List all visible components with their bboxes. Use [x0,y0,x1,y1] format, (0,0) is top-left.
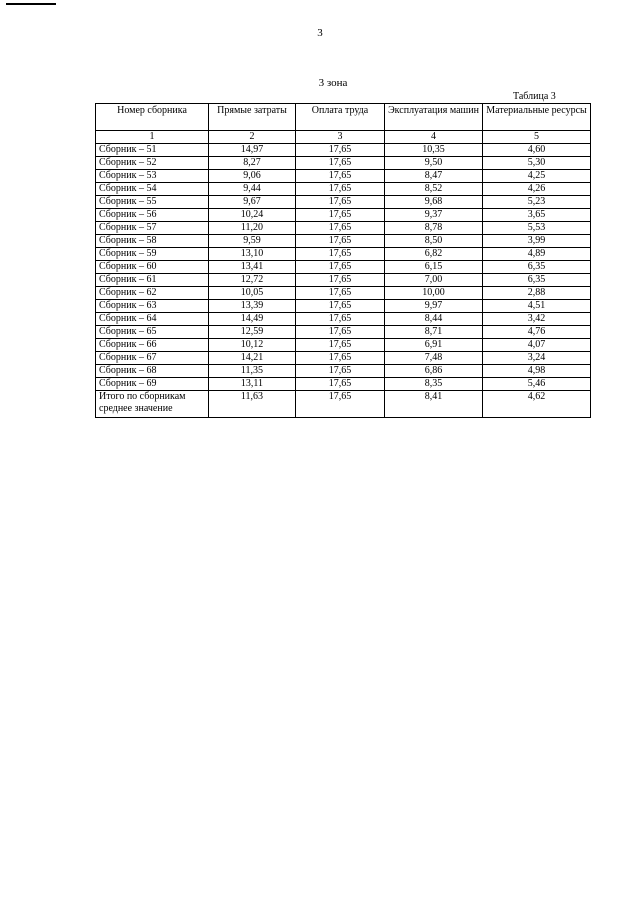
column-number: 5 [483,131,591,144]
collection-name-cell: Сборник – 56 [96,209,209,222]
labor-cell: 17,65 [296,183,385,196]
machines-cell: 8,71 [385,326,483,339]
collection-name-cell: Сборник – 67 [96,352,209,365]
labor-cell: 17,65 [296,261,385,274]
table-row [96,261,591,274]
materials-cell: 4,60 [483,144,591,157]
table-row [96,287,591,300]
direct-costs-cell: 14,49 [209,313,296,326]
materials-cell: 5,23 [483,196,591,209]
materials-cell: 4,89 [483,248,591,261]
table-row [96,352,591,365]
collection-name-cell: Сборник – 58 [96,235,209,248]
labor-cell: 17,65 [296,157,385,170]
header-row [96,104,591,131]
data-table [95,103,591,418]
column-header-collection: Номер сборника [96,104,209,131]
labor-cell: 17,65 [296,235,385,248]
materials-cell: 3,99 [483,235,591,248]
table-row [96,144,591,157]
direct-costs-cell: 14,21 [209,352,296,365]
labor-cell: 17,65 [296,274,385,287]
collection-name-cell: Сборник – 69 [96,378,209,391]
machines-cell: 6,86 [385,365,483,378]
labor-cell: 17,65 [296,196,385,209]
column-number: 3 [296,131,385,144]
collection-name-cell: Сборник – 65 [96,326,209,339]
machines-cell: 7,00 [385,274,483,287]
labor-cell: 17,65 [296,144,385,157]
direct-costs-cell: 12,59 [209,326,296,339]
column-header-materials: Материальные ресурсы [483,104,591,131]
total-machines: 8,41 [385,391,483,418]
labor-cell: 17,65 [296,313,385,326]
page-number: 3 [317,27,323,39]
collection-name-cell: Сборник – 66 [96,339,209,352]
total-materials: 4,62 [483,391,591,418]
machines-cell: 8,44 [385,313,483,326]
corner-rule [6,3,56,5]
table-row [96,365,591,378]
direct-costs-cell: 12,72 [209,274,296,287]
table-row [96,248,591,261]
total-labor: 17,65 [296,391,385,418]
direct-costs-cell: 8,27 [209,157,296,170]
table-body [96,144,591,391]
direct-costs-cell: 9,67 [209,196,296,209]
collection-name-cell: Сборник – 59 [96,248,209,261]
collection-name-cell: Сборник – 52 [96,157,209,170]
machines-cell: 8,50 [385,235,483,248]
table-row [96,157,591,170]
collection-name-cell: Сборник – 53 [96,170,209,183]
collection-name-cell: Сборник – 55 [96,196,209,209]
table-row [96,274,591,287]
direct-costs-cell: 9,59 [209,235,296,248]
collection-name-cell: Сборник – 62 [96,287,209,300]
table-row [96,209,591,222]
machines-cell: 6,91 [385,339,483,352]
materials-cell: 4,07 [483,339,591,352]
machines-cell: 10,00 [385,287,483,300]
direct-costs-cell: 10,24 [209,209,296,222]
machines-cell: 9,37 [385,209,483,222]
direct-costs-cell: 13,39 [209,300,296,313]
labor-cell: 17,65 [296,365,385,378]
direct-costs-cell: 13,10 [209,248,296,261]
labor-cell: 17,65 [296,300,385,313]
total-direct-costs: 11,63 [209,391,296,418]
materials-cell: 4,51 [483,300,591,313]
total-row [96,391,591,418]
materials-cell: 6,35 [483,261,591,274]
collection-name-cell: Сборник – 68 [96,365,209,378]
materials-cell: 3,42 [483,313,591,326]
labor-cell: 17,65 [296,170,385,183]
direct-costs-cell: 9,44 [209,183,296,196]
collection-name-cell: Сборник – 51 [96,144,209,157]
materials-cell: 5,53 [483,222,591,235]
labor-cell: 17,65 [296,222,385,235]
total-label-line1: Итого по сборникам [99,391,186,402]
direct-costs-cell: 13,41 [209,261,296,274]
collection-name-cell: Сборник – 57 [96,222,209,235]
labor-cell: 17,65 [296,339,385,352]
materials-cell: 2,88 [483,287,591,300]
collection-name-cell: Сборник – 60 [96,261,209,274]
machines-cell: 7,48 [385,352,483,365]
labor-cell: 17,65 [296,326,385,339]
machines-cell: 8,52 [385,183,483,196]
table-row [96,235,591,248]
collection-name-cell: Сборник – 63 [96,300,209,313]
total-label [96,391,209,418]
table-row [96,196,591,209]
table-row [96,183,591,196]
labor-cell: 17,65 [296,287,385,300]
direct-costs-cell: 10,05 [209,287,296,300]
labor-cell: 17,65 [296,378,385,391]
machines-cell: 9,97 [385,300,483,313]
table-row [96,170,591,183]
labor-cell: 17,65 [296,248,385,261]
table-row [96,313,591,326]
table-label: Таблица 3 [513,91,556,102]
materials-cell: 5,30 [483,157,591,170]
zone-title: 3 зона [318,77,348,89]
column-header-direct-costs: Прямые затраты [209,104,296,131]
machines-cell: 9,68 [385,196,483,209]
column-number: 1 [96,131,209,144]
materials-cell: 3,24 [483,352,591,365]
machines-cell: 9,50 [385,157,483,170]
materials-cell: 4,25 [483,170,591,183]
direct-costs-cell: 9,06 [209,170,296,183]
direct-costs-cell: 14,97 [209,144,296,157]
direct-costs-cell: 11,35 [209,365,296,378]
table-row [96,326,591,339]
machines-cell: 8,47 [385,170,483,183]
table-row [96,222,591,235]
collection-name-cell: Сборник – 64 [96,313,209,326]
column-header-machines: Эксплуатация машин [385,104,483,131]
collection-name-cell: Сборник – 54 [96,183,209,196]
machines-cell: 8,78 [385,222,483,235]
column-header-labor: Оплата труда [296,104,385,131]
labor-cell: 17,65 [296,209,385,222]
table-row [96,339,591,352]
materials-cell: 4,98 [483,365,591,378]
table-row [96,300,591,313]
table-row [96,378,591,391]
labor-cell: 17,65 [296,352,385,365]
direct-costs-cell: 10,12 [209,339,296,352]
column-number: 4 [385,131,483,144]
direct-costs-cell: 13,11 [209,378,296,391]
machines-cell: 10,35 [385,144,483,157]
materials-cell: 4,76 [483,326,591,339]
materials-cell: 6,35 [483,274,591,287]
column-number-row [96,131,591,144]
machines-cell: 6,15 [385,261,483,274]
materials-cell: 4,26 [483,183,591,196]
total-label-line2: среднее значение [99,403,173,414]
column-number: 2 [209,131,296,144]
collection-name-cell: Сборник – 61 [96,274,209,287]
materials-cell: 5,46 [483,378,591,391]
materials-cell: 3,65 [483,209,591,222]
machines-cell: 8,35 [385,378,483,391]
machines-cell: 6,82 [385,248,483,261]
direct-costs-cell: 11,20 [209,222,296,235]
